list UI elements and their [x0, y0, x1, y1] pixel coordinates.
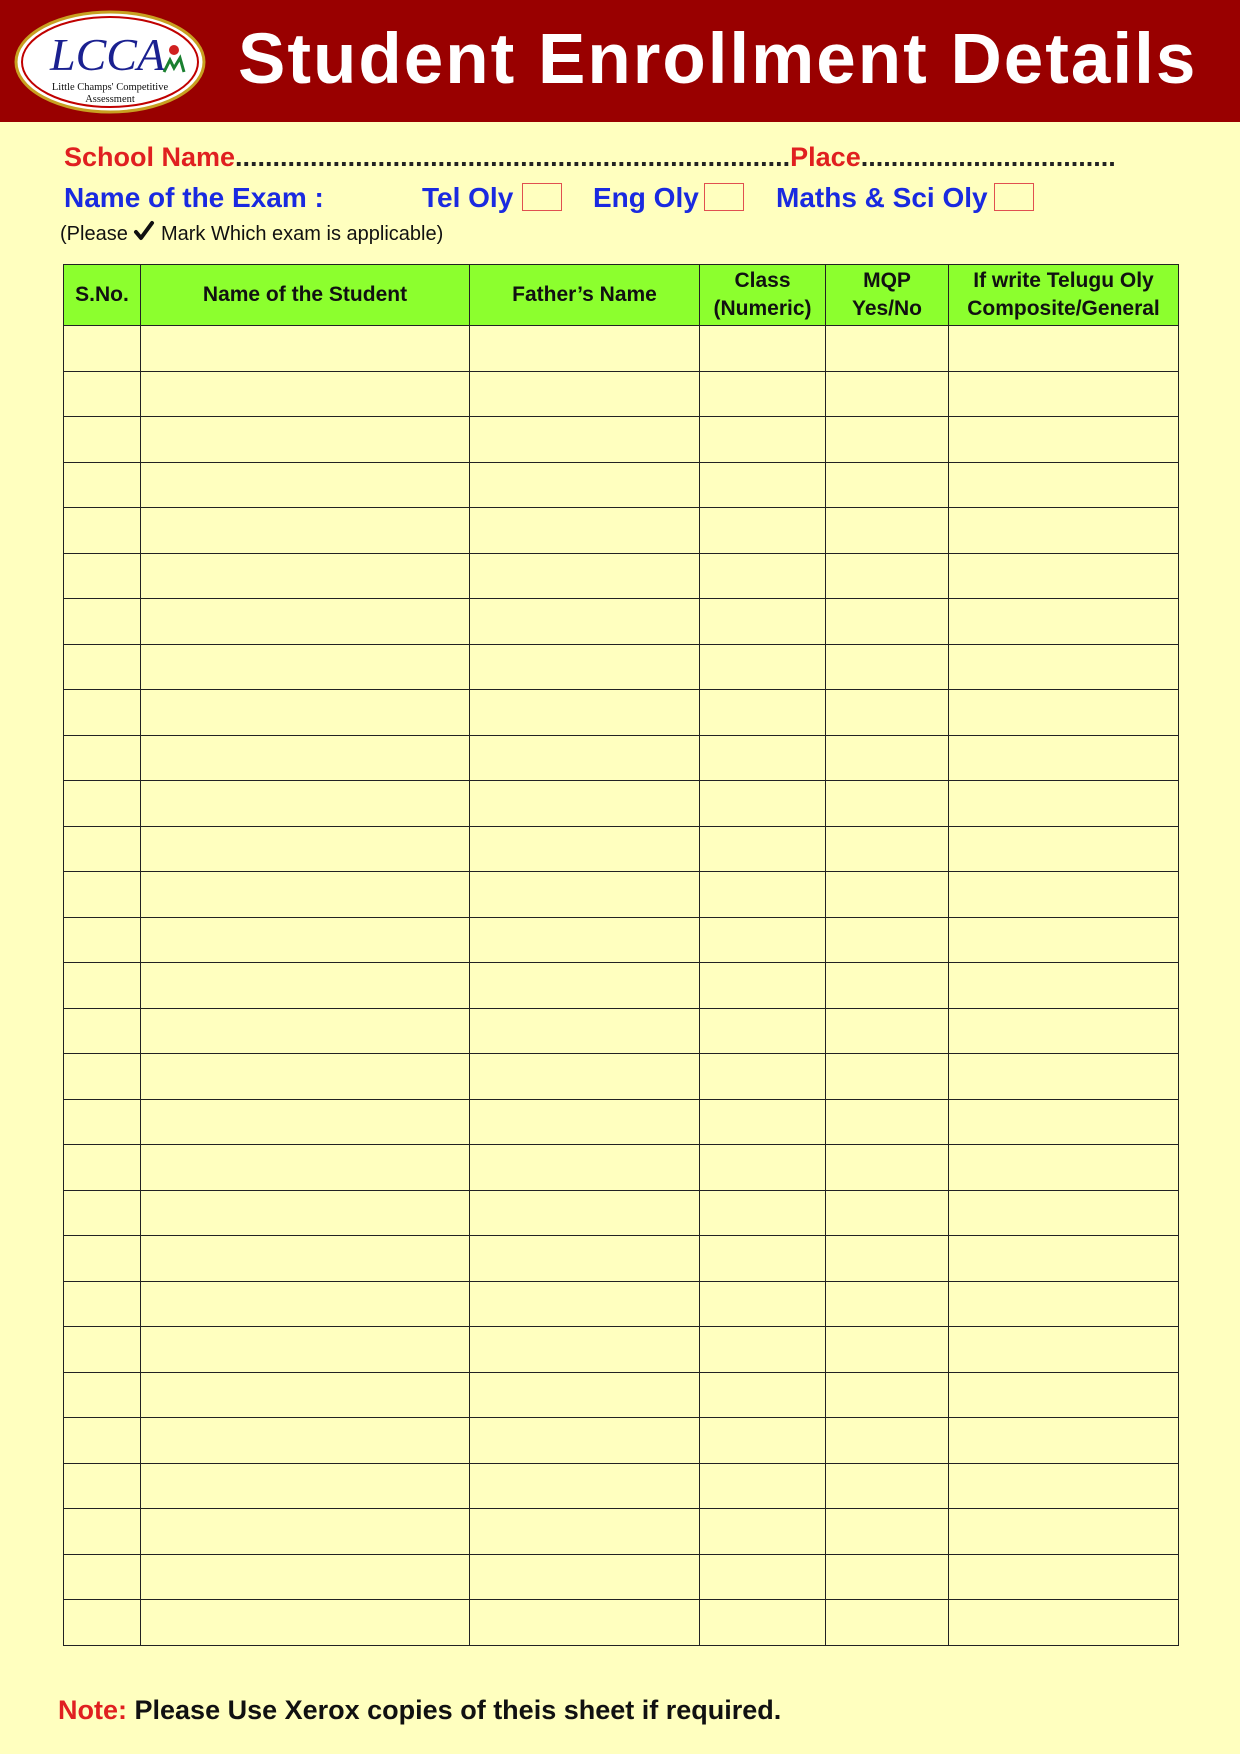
table-cell[interactable]: [141, 1600, 470, 1646]
table-cell[interactable]: [64, 826, 141, 872]
logo-subtitle-1: Little Champs' Competitive: [51, 82, 169, 93]
table-cell[interactable]: [700, 1190, 826, 1236]
place-label: Place: [790, 142, 861, 172]
table-cell[interactable]: [141, 826, 470, 872]
table-cell[interactable]: [949, 917, 1179, 963]
table-cell[interactable]: [141, 371, 470, 417]
table-cell[interactable]: [826, 1054, 949, 1100]
table-row: [64, 1054, 1179, 1100]
table-row: [64, 1008, 1179, 1054]
table-cell[interactable]: [949, 826, 1179, 872]
table-cell[interactable]: [64, 599, 141, 645]
table-cell[interactable]: [826, 1509, 949, 1555]
table-cell[interactable]: [826, 371, 949, 417]
table-cell[interactable]: [826, 1600, 949, 1646]
exam-label: Name of the Exam :: [64, 182, 324, 213]
table-cell[interactable]: [470, 1145, 700, 1191]
table-cell[interactable]: [700, 1281, 826, 1327]
table-cell[interactable]: [64, 1008, 141, 1054]
table-cell[interactable]: [700, 1509, 826, 1555]
table-cell[interactable]: [64, 644, 141, 690]
table-cell[interactable]: [64, 963, 141, 1009]
table-cell[interactable]: [949, 781, 1179, 827]
table-row: [64, 599, 1179, 645]
table-cell[interactable]: [64, 1099, 141, 1145]
table-cell[interactable]: [470, 1463, 700, 1509]
table-cell[interactable]: [141, 644, 470, 690]
table-cell[interactable]: [700, 1554, 826, 1600]
table-cell[interactable]: [826, 508, 949, 554]
table-cell[interactable]: [826, 644, 949, 690]
table-cell[interactable]: [826, 326, 949, 372]
table-cell[interactable]: [826, 1554, 949, 1600]
table-row: [64, 417, 1179, 463]
exam-option-maths-sci-oly: Maths & Sci Oly: [776, 182, 988, 213]
footer-note-text: Please Use Xerox copies of theis sheet if required.: [134, 1695, 782, 1725]
table-cell[interactable]: [949, 1418, 1179, 1464]
table-cell[interactable]: [64, 1054, 141, 1100]
table-cell[interactable]: [700, 690, 826, 736]
table-cell[interactable]: [826, 1190, 949, 1236]
table-cell[interactable]: [700, 326, 826, 372]
table-cell[interactable]: [470, 1600, 700, 1646]
enrollment-table: [63, 264, 1179, 1646]
table-cell[interactable]: [470, 1509, 700, 1555]
table-cell[interactable]: [826, 826, 949, 872]
table-cell[interactable]: [949, 1463, 1179, 1509]
table-cell[interactable]: [826, 599, 949, 645]
table-cell[interactable]: [64, 1554, 141, 1600]
table-cell[interactable]: [826, 1008, 949, 1054]
table-body: [64, 326, 1179, 1646]
table-cell[interactable]: [826, 1463, 949, 1509]
exam-option-tel-oly: Tel Oly: [422, 182, 514, 213]
table-cell[interactable]: [141, 690, 470, 736]
table-cell[interactable]: [141, 735, 470, 781]
table-cell[interactable]: [64, 1281, 141, 1327]
table-cell[interactable]: [949, 872, 1179, 918]
table-cell[interactable]: [949, 1236, 1179, 1282]
column-header-text: Father’s Name: [512, 283, 657, 306]
table-row: [64, 872, 1179, 918]
table-cell[interactable]: [826, 690, 949, 736]
table-cell[interactable]: [141, 781, 470, 827]
table-cell[interactable]: [470, 1190, 700, 1236]
table-cell[interactable]: [470, 735, 700, 781]
table-cell[interactable]: [700, 1372, 826, 1418]
table-cell[interactable]: [826, 963, 949, 1009]
table-cell[interactable]: [470, 917, 700, 963]
table-cell[interactable]: [949, 1509, 1179, 1555]
table-row: [64, 644, 1179, 690]
table-cell[interactable]: [141, 963, 470, 1009]
table-row: [64, 371, 1179, 417]
table-cell[interactable]: [470, 690, 700, 736]
table-cell[interactable]: [64, 1372, 141, 1418]
table-row: [64, 1327, 1179, 1373]
table-row: [64, 1236, 1179, 1282]
table-cell[interactable]: [470, 1554, 700, 1600]
table-cell[interactable]: [64, 462, 141, 508]
table-cell[interactable]: [949, 735, 1179, 781]
table-cell[interactable]: [470, 826, 700, 872]
table-cell[interactable]: [949, 963, 1179, 1009]
page-title: Student Enrollment Details: [238, 20, 1198, 99]
tel-oly-checkbox[interactable]: [522, 183, 562, 211]
table-row: [64, 1509, 1179, 1555]
lcca-logo: [14, 10, 206, 114]
table-cell[interactable]: [141, 553, 470, 599]
table-cell[interactable]: [700, 553, 826, 599]
table-cell[interactable]: [700, 1600, 826, 1646]
table-cell[interactable]: [470, 963, 700, 1009]
table-cell[interactable]: [949, 1281, 1179, 1327]
table-cell[interactable]: [826, 1281, 949, 1327]
table-cell[interactable]: [826, 781, 949, 827]
table-cell[interactable]: [141, 1463, 470, 1509]
table-cell[interactable]: [949, 326, 1179, 372]
table-row: [64, 1418, 1179, 1464]
table-cell[interactable]: [949, 644, 1179, 690]
table-cell[interactable]: [826, 1236, 949, 1282]
table-cell[interactable]: [470, 1327, 700, 1373]
table-cell[interactable]: [826, 1099, 949, 1145]
instruction-after: Mark Which exam is applicable): [160, 223, 444, 245]
table-cell[interactable]: [949, 417, 1179, 463]
column-header: [700, 265, 826, 326]
table-cell[interactable]: [826, 1327, 949, 1373]
table-cell[interactable]: [949, 508, 1179, 554]
table-cell[interactable]: [949, 1099, 1179, 1145]
table-cell[interactable]: [141, 508, 470, 554]
table-cell[interactable]: [700, 872, 826, 918]
column-header-text: If write Telugu Oly: [973, 269, 1154, 292]
table-cell[interactable]: [826, 417, 949, 463]
table-cell[interactable]: [949, 371, 1179, 417]
table-cell[interactable]: [64, 1236, 141, 1282]
table-row: [64, 1190, 1179, 1236]
table-cell[interactable]: [470, 371, 700, 417]
column-header-text: Composite/General: [967, 297, 1160, 320]
table-row: [64, 1600, 1179, 1646]
table-cell[interactable]: [64, 1145, 141, 1191]
table-cell[interactable]: [141, 1054, 470, 1100]
table-row: [64, 1372, 1179, 1418]
table-cell[interactable]: [64, 735, 141, 781]
table-cell[interactable]: [470, 1372, 700, 1418]
table-cell[interactable]: [64, 1600, 141, 1646]
table-cell[interactable]: [700, 1327, 826, 1373]
table-row: [64, 1281, 1179, 1327]
table-cell[interactable]: [949, 1054, 1179, 1100]
table-cell[interactable]: [700, 1099, 826, 1145]
column-header: [826, 265, 949, 326]
table-cell[interactable]: [470, 417, 700, 463]
table-cell[interactable]: [470, 1008, 700, 1054]
header-banner: [0, 0, 1240, 122]
table-cell[interactable]: [700, 1236, 826, 1282]
table-cell[interactable]: [826, 1145, 949, 1191]
table-cell[interactable]: [64, 1418, 141, 1464]
checkmark-icon: [133, 220, 155, 242]
table-cell[interactable]: [700, 917, 826, 963]
table-cell[interactable]: [64, 326, 141, 372]
table-row: [64, 826, 1179, 872]
table-cell[interactable]: [700, 508, 826, 554]
table-cell[interactable]: [700, 1054, 826, 1100]
table-row: [64, 735, 1179, 781]
column-header: [64, 265, 141, 326]
table-cell[interactable]: [64, 371, 141, 417]
table-row: [64, 781, 1179, 827]
table-cell[interactable]: [64, 872, 141, 918]
table-cell[interactable]: [64, 1190, 141, 1236]
table-cell[interactable]: [141, 599, 470, 645]
table-cell[interactable]: [700, 1008, 826, 1054]
table-cell[interactable]: [826, 1372, 949, 1418]
column-header: [949, 265, 1179, 326]
table-cell[interactable]: [470, 1236, 700, 1282]
table-cell[interactable]: [470, 508, 700, 554]
table-cell[interactable]: [64, 690, 141, 736]
table-cell[interactable]: [141, 1008, 470, 1054]
table-cell[interactable]: [826, 1418, 949, 1464]
table-cell[interactable]: [64, 417, 141, 463]
table-cell[interactable]: [64, 1327, 141, 1373]
table-cell[interactable]: [141, 417, 470, 463]
footer-note: [58, 1692, 781, 1728]
table-cell[interactable]: [64, 1463, 141, 1509]
table-header-row: [64, 265, 1179, 326]
table-row: [64, 1463, 1179, 1509]
table-cell[interactable]: [141, 326, 470, 372]
exam-option-eng-oly: Eng Oly: [593, 182, 699, 213]
logo-text: LCCA: [50, 29, 166, 80]
table-cell[interactable]: [470, 462, 700, 508]
table-cell[interactable]: [700, 963, 826, 1009]
table-cell[interactable]: [64, 1509, 141, 1555]
table-cell[interactable]: [470, 1281, 700, 1327]
column-header: [470, 265, 700, 326]
instruction-before: (Please: [60, 223, 128, 245]
table-cell[interactable]: [141, 1327, 470, 1373]
table-row: [64, 1554, 1179, 1600]
table-cell[interactable]: [141, 1418, 470, 1464]
table-row: [64, 553, 1179, 599]
column-header-text: Class: [734, 269, 791, 292]
table-row: [64, 326, 1179, 372]
table-cell[interactable]: [826, 553, 949, 599]
table-cell[interactable]: [470, 644, 700, 690]
table-cell[interactable]: [949, 1145, 1179, 1191]
table-cell[interactable]: [470, 781, 700, 827]
table-cell[interactable]: [949, 1372, 1179, 1418]
school-place-line: [64, 140, 1178, 174]
table-cell[interactable]: [949, 553, 1179, 599]
table-cell[interactable]: [141, 1190, 470, 1236]
column-header: [141, 265, 470, 326]
table-cell[interactable]: [141, 1509, 470, 1555]
table-cell[interactable]: [949, 1554, 1179, 1600]
table-cell[interactable]: [826, 917, 949, 963]
footer-note-label: Note:: [58, 1695, 127, 1725]
table-cell[interactable]: [700, 826, 826, 872]
table-cell[interactable]: [949, 599, 1179, 645]
table-cell[interactable]: [141, 872, 470, 918]
table-cell[interactable]: [141, 1372, 470, 1418]
table-cell[interactable]: [141, 462, 470, 508]
table-row: [64, 917, 1179, 963]
school-name-field[interactable]: ..........................................................................: [235, 142, 791, 172]
table-cell[interactable]: [64, 508, 141, 554]
table-cell[interactable]: [700, 371, 826, 417]
table-cell[interactable]: [700, 1145, 826, 1191]
table-cell[interactable]: [700, 417, 826, 463]
table-cell[interactable]: [470, 1418, 700, 1464]
table-row: [64, 963, 1179, 1009]
table-cell[interactable]: [470, 1099, 700, 1145]
table-row: [64, 690, 1179, 736]
table-cell[interactable]: [949, 1600, 1179, 1646]
eng-oly-checkbox[interactable]: [704, 183, 744, 211]
table-cell[interactable]: [700, 1418, 826, 1464]
column-header-text: Yes/No: [851, 297, 923, 320]
table-cell[interactable]: [700, 781, 826, 827]
table-cell[interactable]: [64, 917, 141, 963]
table-cell[interactable]: [141, 1281, 470, 1327]
table-cell[interactable]: [949, 1327, 1179, 1373]
table-cell[interactable]: [700, 462, 826, 508]
table-cell[interactable]: [470, 599, 700, 645]
table-row: [64, 1099, 1179, 1145]
table-cell[interactable]: [700, 1463, 826, 1509]
table-cell[interactable]: [949, 462, 1179, 508]
school-name-label: School Name: [64, 142, 236, 172]
column-header-text: MQP: [863, 269, 911, 292]
table-row: [64, 1145, 1179, 1191]
table-cell[interactable]: [949, 1008, 1179, 1054]
table-row: [64, 508, 1179, 554]
table-cell[interactable]: [141, 1554, 470, 1600]
table-cell[interactable]: [470, 1054, 700, 1100]
maths-sci-oly-checkbox[interactable]: [994, 183, 1034, 211]
column-header-text: (Numeric): [713, 297, 812, 320]
column-header-text: S.No.: [75, 283, 129, 306]
table-cell[interactable]: [826, 872, 949, 918]
table-cell[interactable]: [470, 553, 700, 599]
table-cell[interactable]: [700, 735, 826, 781]
table-cell[interactable]: [141, 1145, 470, 1191]
logo-subtitle-2: Assessment: [85, 94, 135, 105]
table-cell[interactable]: [826, 735, 949, 781]
table-cell[interactable]: [949, 1190, 1179, 1236]
place-field[interactable]: ..................................: [860, 142, 1116, 172]
table-cell[interactable]: [470, 326, 700, 372]
table-cell[interactable]: [470, 872, 700, 918]
table-cell[interactable]: [949, 690, 1179, 736]
table-cell[interactable]: [700, 599, 826, 645]
column-header-text: Name of the Student: [202, 283, 408, 306]
instruction-note: [60, 220, 443, 248]
table-cell[interactable]: [826, 462, 949, 508]
table-row: [64, 462, 1179, 508]
table-cell[interactable]: [64, 781, 141, 827]
table-cell[interactable]: [700, 644, 826, 690]
table-cell[interactable]: [141, 917, 470, 963]
table-cell[interactable]: [141, 1099, 470, 1145]
table-cell[interactable]: [141, 1236, 470, 1282]
table-cell[interactable]: [64, 553, 141, 599]
